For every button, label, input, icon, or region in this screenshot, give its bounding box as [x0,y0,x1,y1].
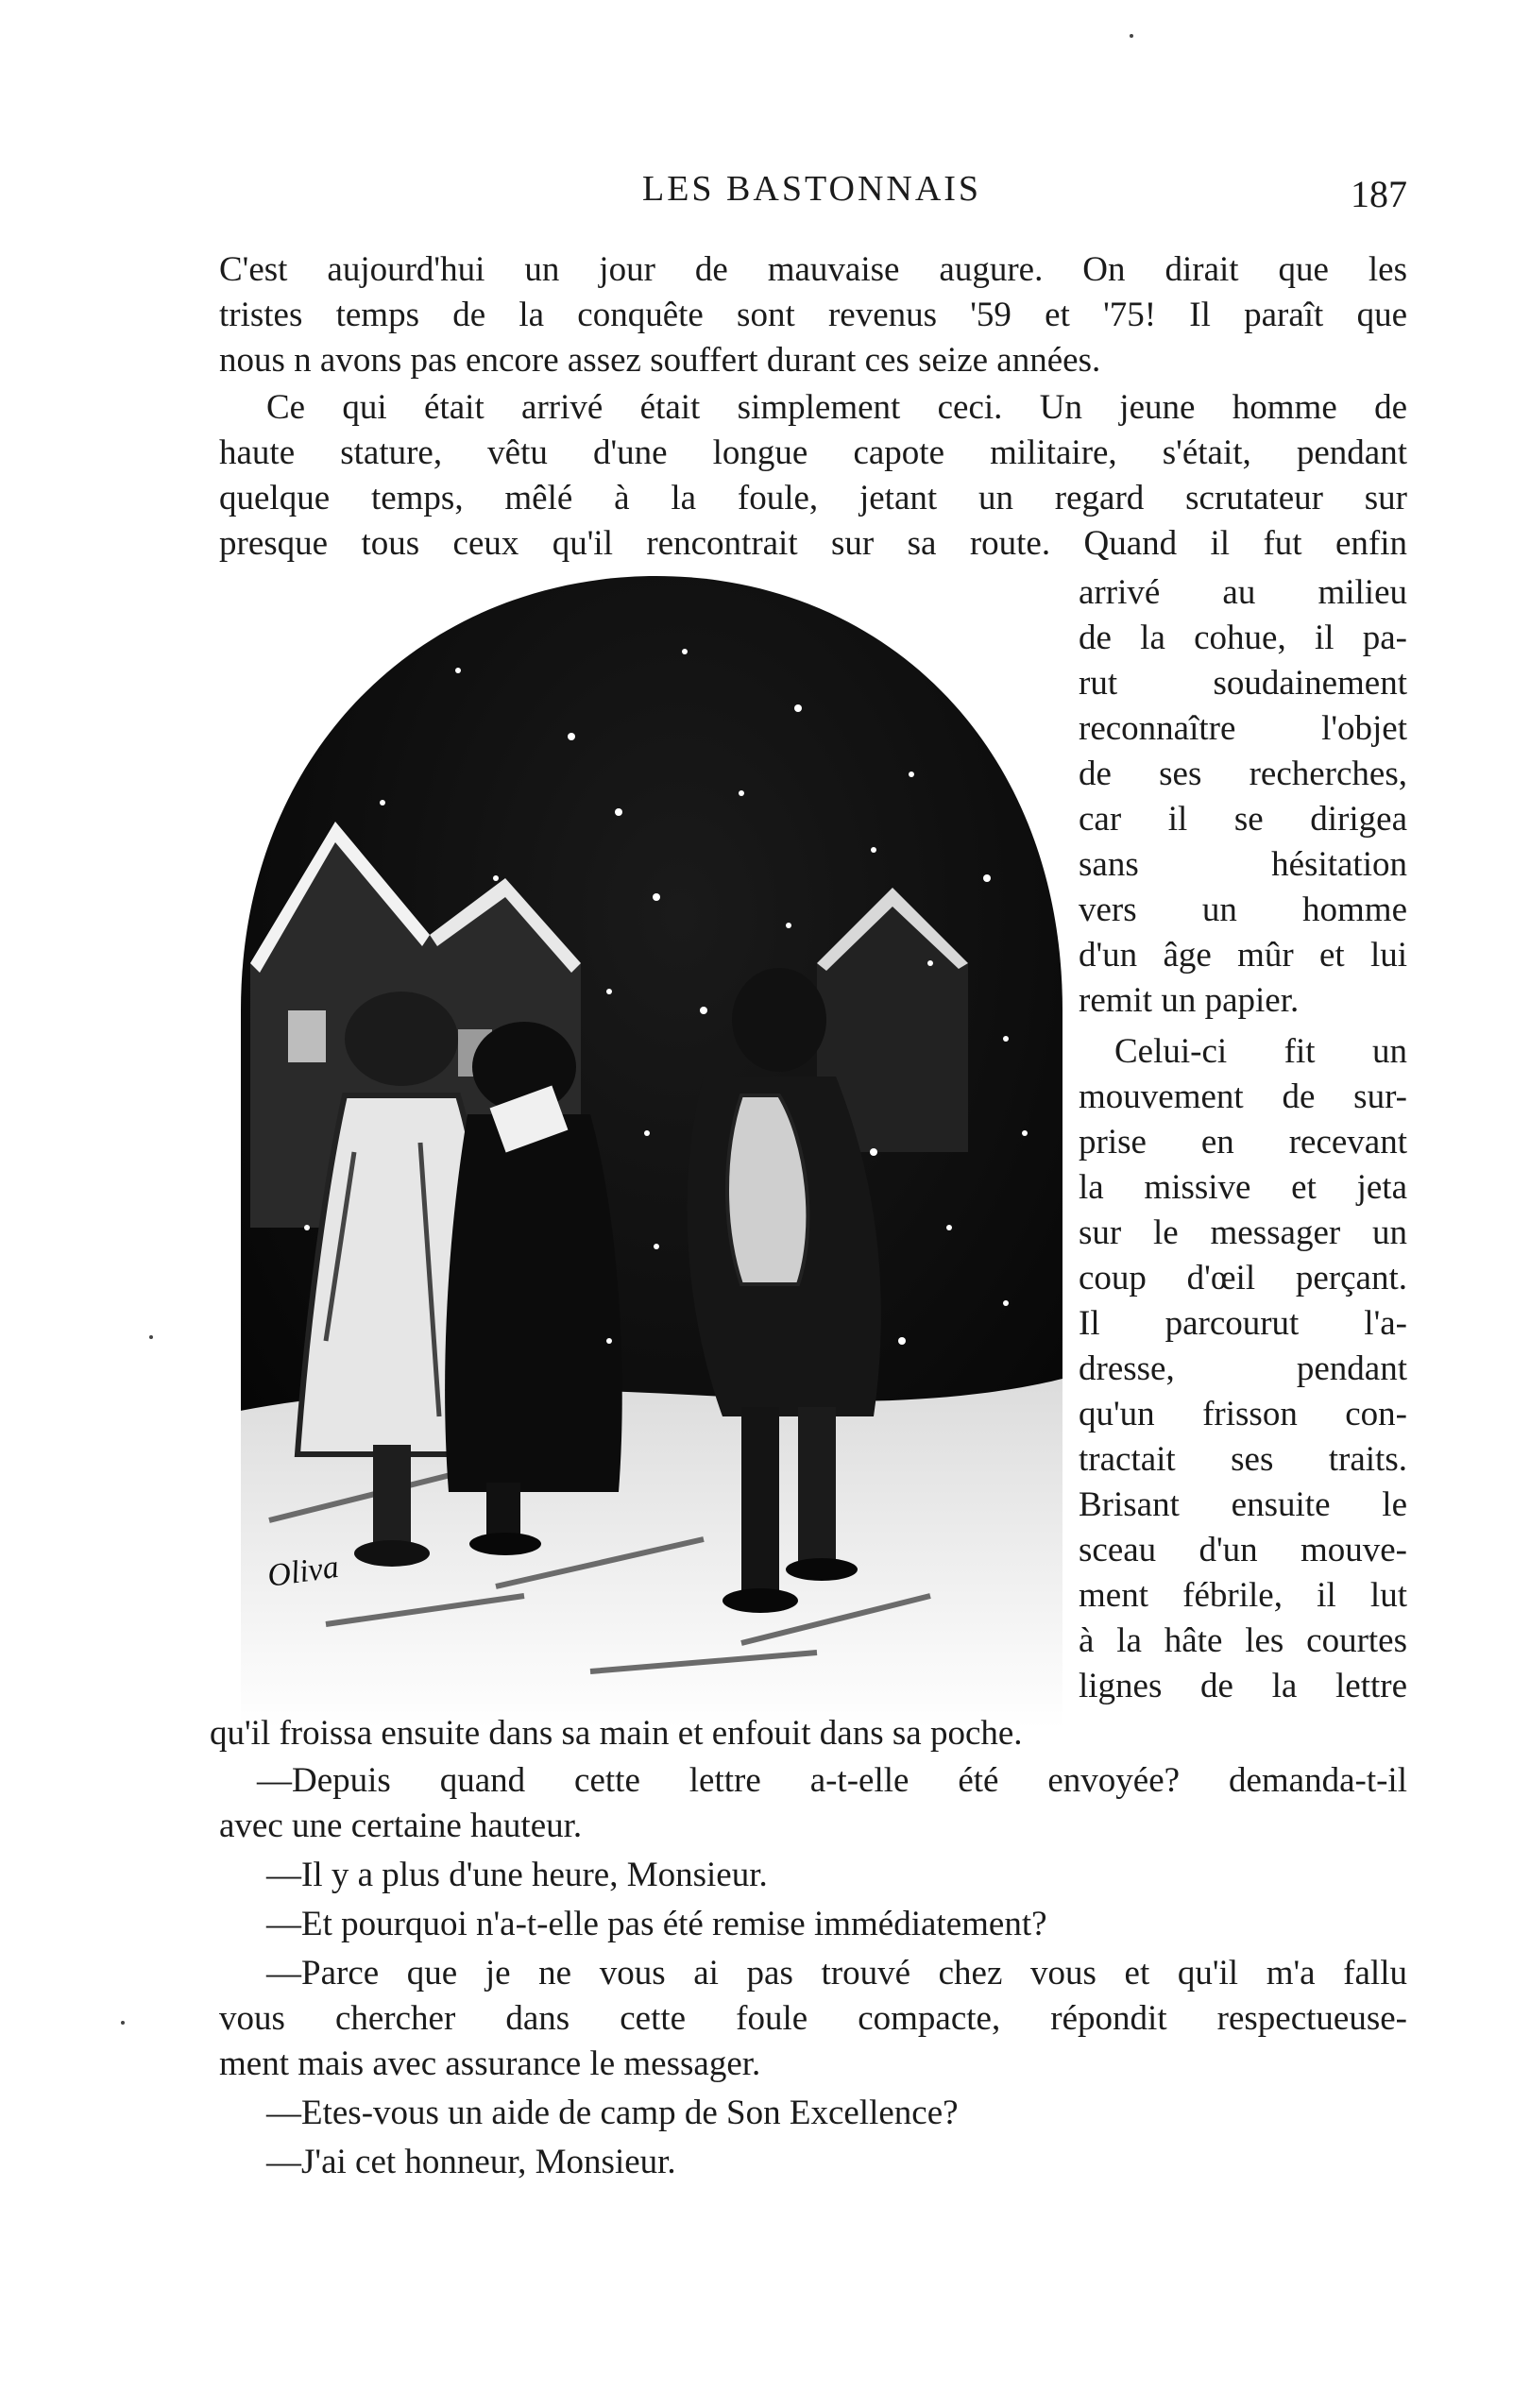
illustration-scene [212,567,1062,1728]
text-line: avec une certaine hauteur. [219,1806,583,1845]
page-number: 187 [1351,173,1407,215]
dialogue-line: —Et pourquoi n'a-t-elle pas été remise immédiatement? [266,1905,1047,1943]
column-line: prise en recevant [1079,1123,1407,1162]
column-line: à la hâte les courtes [1079,1621,1407,1660]
column-line: sur le messager un [1079,1213,1407,1252]
column-line: dresse, pendant [1079,1349,1407,1388]
column-line: vers un homme [1079,890,1407,929]
paragraph-start: Ce qui était arrivé était simplement ceci. Un jeune homme de [266,388,1407,427]
engraving-illustration [212,567,1062,1728]
column-line: arrivé au milieu [1079,573,1407,612]
text-line: presque tous ceux qu'il rencontrait sur sa route. Quand il fut enfin [219,524,1407,563]
dialogue-line: —Il y a plus d'une heure, Monsieur. [266,1856,768,1894]
column-line: coup d'œil perçant. [1079,1259,1407,1297]
dialogue-line: —Parce que je ne vous ai pas trouvé chez vous et qu'il m'a fallu [266,1954,1407,1993]
column-line: Brisant ensuite le [1079,1485,1407,1524]
column-paragraph-start: Celui-ci fit un [1114,1032,1407,1071]
column-line: de ses recherches, [1079,755,1407,793]
artist-signature: Oliva [264,1549,341,1594]
page-header [0,159,1530,215]
column-line: rut soudainement [1079,664,1407,703]
dialogue-line: —Depuis quand cette lettre a-t-elle été envoyée? demanda-t-il [257,1761,1407,1800]
column-line: qu'un frisson con- [1079,1395,1407,1433]
column-line: d'un âge mûr et lui [1079,936,1407,975]
text-line: haute stature, vêtu d'une longue capote militaire, s'était, pendant [219,433,1407,472]
column-line: de la cohue, il pa- [1079,619,1407,657]
text-line: quelque temps, mêlé à la foule, jetant un regard scrutateur sur [219,479,1407,517]
column-line: lignes de la lettre [1079,1667,1407,1705]
column-line: ment fébrile, il lut [1079,1576,1407,1615]
print-speck [149,1335,153,1339]
text-line: qu'il froissa ensuite dans sa main et enfouit dans sa poche. [210,1714,1023,1753]
text-line: C'est aujourd'hui un jour de mauvaise augure. On dirait que les [219,250,1407,289]
text-line: ment mais avec assurance le messager. [219,2044,761,2083]
column-line: Il parcourut l'a- [1079,1304,1407,1343]
text-line: tristes temps de la conquête sont revenus '59 et '75! Il paraît que [219,296,1407,334]
column-line: sceau d'un mouve- [1079,1531,1407,1569]
print-speck [121,2021,125,2025]
column-line: tractait ses traits. [1079,1440,1407,1479]
dialogue-line: —Etes-vous un aide de camp de Son Excellence? [266,2094,959,2132]
column-line: reconnaître l'objet [1079,709,1407,748]
print-speck [1130,34,1133,38]
dialogue-line: —J'ai cet honneur, Monsieur. [266,2143,676,2181]
column-line: la missive et jeta [1079,1168,1407,1207]
column-line: car il se dirigea [1079,800,1407,839]
column-line: remit un papier. [1079,981,1300,1020]
column-line: sans hésitation [1079,845,1407,884]
running-title: LES BASTONNAIS [642,169,982,209]
text-line: vous chercher dans cette foule compacte, répondit respectueuse- [219,1999,1407,2038]
text-line: nous n avons pas encore assez souffert durant ces seize années. [219,341,1101,380]
column-line: mouvement de sur- [1079,1077,1407,1116]
